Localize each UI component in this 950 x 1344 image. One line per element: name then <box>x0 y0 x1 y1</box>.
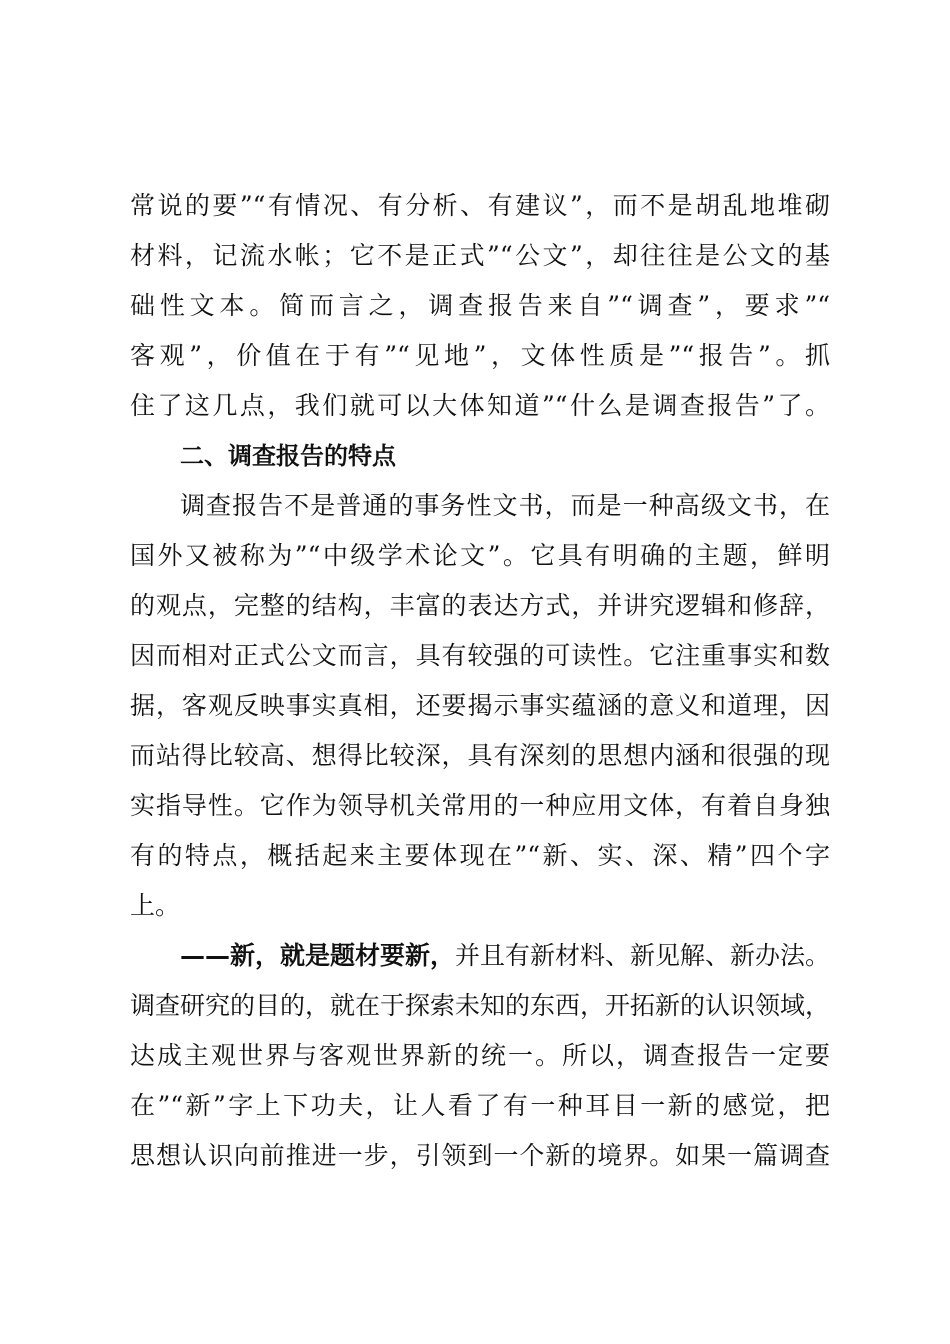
text-line: 调查报告不是普通的事务性文书，而是一种高级文书，在 <box>180 491 830 520</box>
text-line: 调查研究的目的，就在于探索未知的东西，开拓新的认识领域， <box>130 991 831 1020</box>
text-line: 国外又被称为”“中级学术论文”。它具有明确的主题，鲜明 <box>130 541 830 570</box>
text-line: 常说的要”“有情况、有分析、有建议”，而不是胡乱地堆砌 <box>130 191 830 220</box>
text-line: 础性文本。简而言之，调查报告来自”“调查”，要求”“ <box>130 291 830 320</box>
text-line: 住了这几点，我们就可以大体知道”“什么是调查报告”了。 <box>130 391 830 420</box>
text-line: 因而相对正式公文而言，具有较强的可读性。它注重事实和数 <box>130 641 830 670</box>
text-line: 上。 <box>130 891 181 920</box>
text-line: 思想认识向前推进一步，引领到一个新的境界。如果一篇调查 <box>130 1141 830 1170</box>
text-line: 达成主观世界与客观世界新的统一。所以，调查报告一定要 <box>130 1041 830 1070</box>
text-line: 据，客观反映事实真相，还要揭示事实蕴涵的意义和道理，因 <box>130 691 830 720</box>
text-line: 的观点，完整的结构，丰富的表达方式，并讲究逻辑和修辞， <box>130 591 830 620</box>
text-line: 实指导性。它作为领导机关常用的一种应用文体，有着自身独 <box>130 791 830 820</box>
text-line: 有的特点，概括起来主要体现在”“新、实、深、精”四个字 <box>130 841 830 870</box>
text-line-lead <box>180 936 830 976</box>
lead-rest: 并且有新材料、新见解、新办法。 <box>455 941 831 970</box>
text-line: 客观”，价值在于有”“见地”，文体性质是”“报告”。抓 <box>130 341 830 370</box>
bold-lead: ——新，就是题材要新， <box>180 941 456 970</box>
section-heading: 二、调查报告的特点 <box>180 442 396 470</box>
text-line: 而站得比较高、想得比较深，具有深刻的思想内涵和很强的现 <box>130 741 830 770</box>
text-line: 材料，记流水帐；它不是正式”“公文”，却往往是公文的基 <box>130 241 830 270</box>
text-line: 在”“新”字上下功夫，让人看了有一种耳目一新的感觉，把 <box>130 1091 830 1120</box>
